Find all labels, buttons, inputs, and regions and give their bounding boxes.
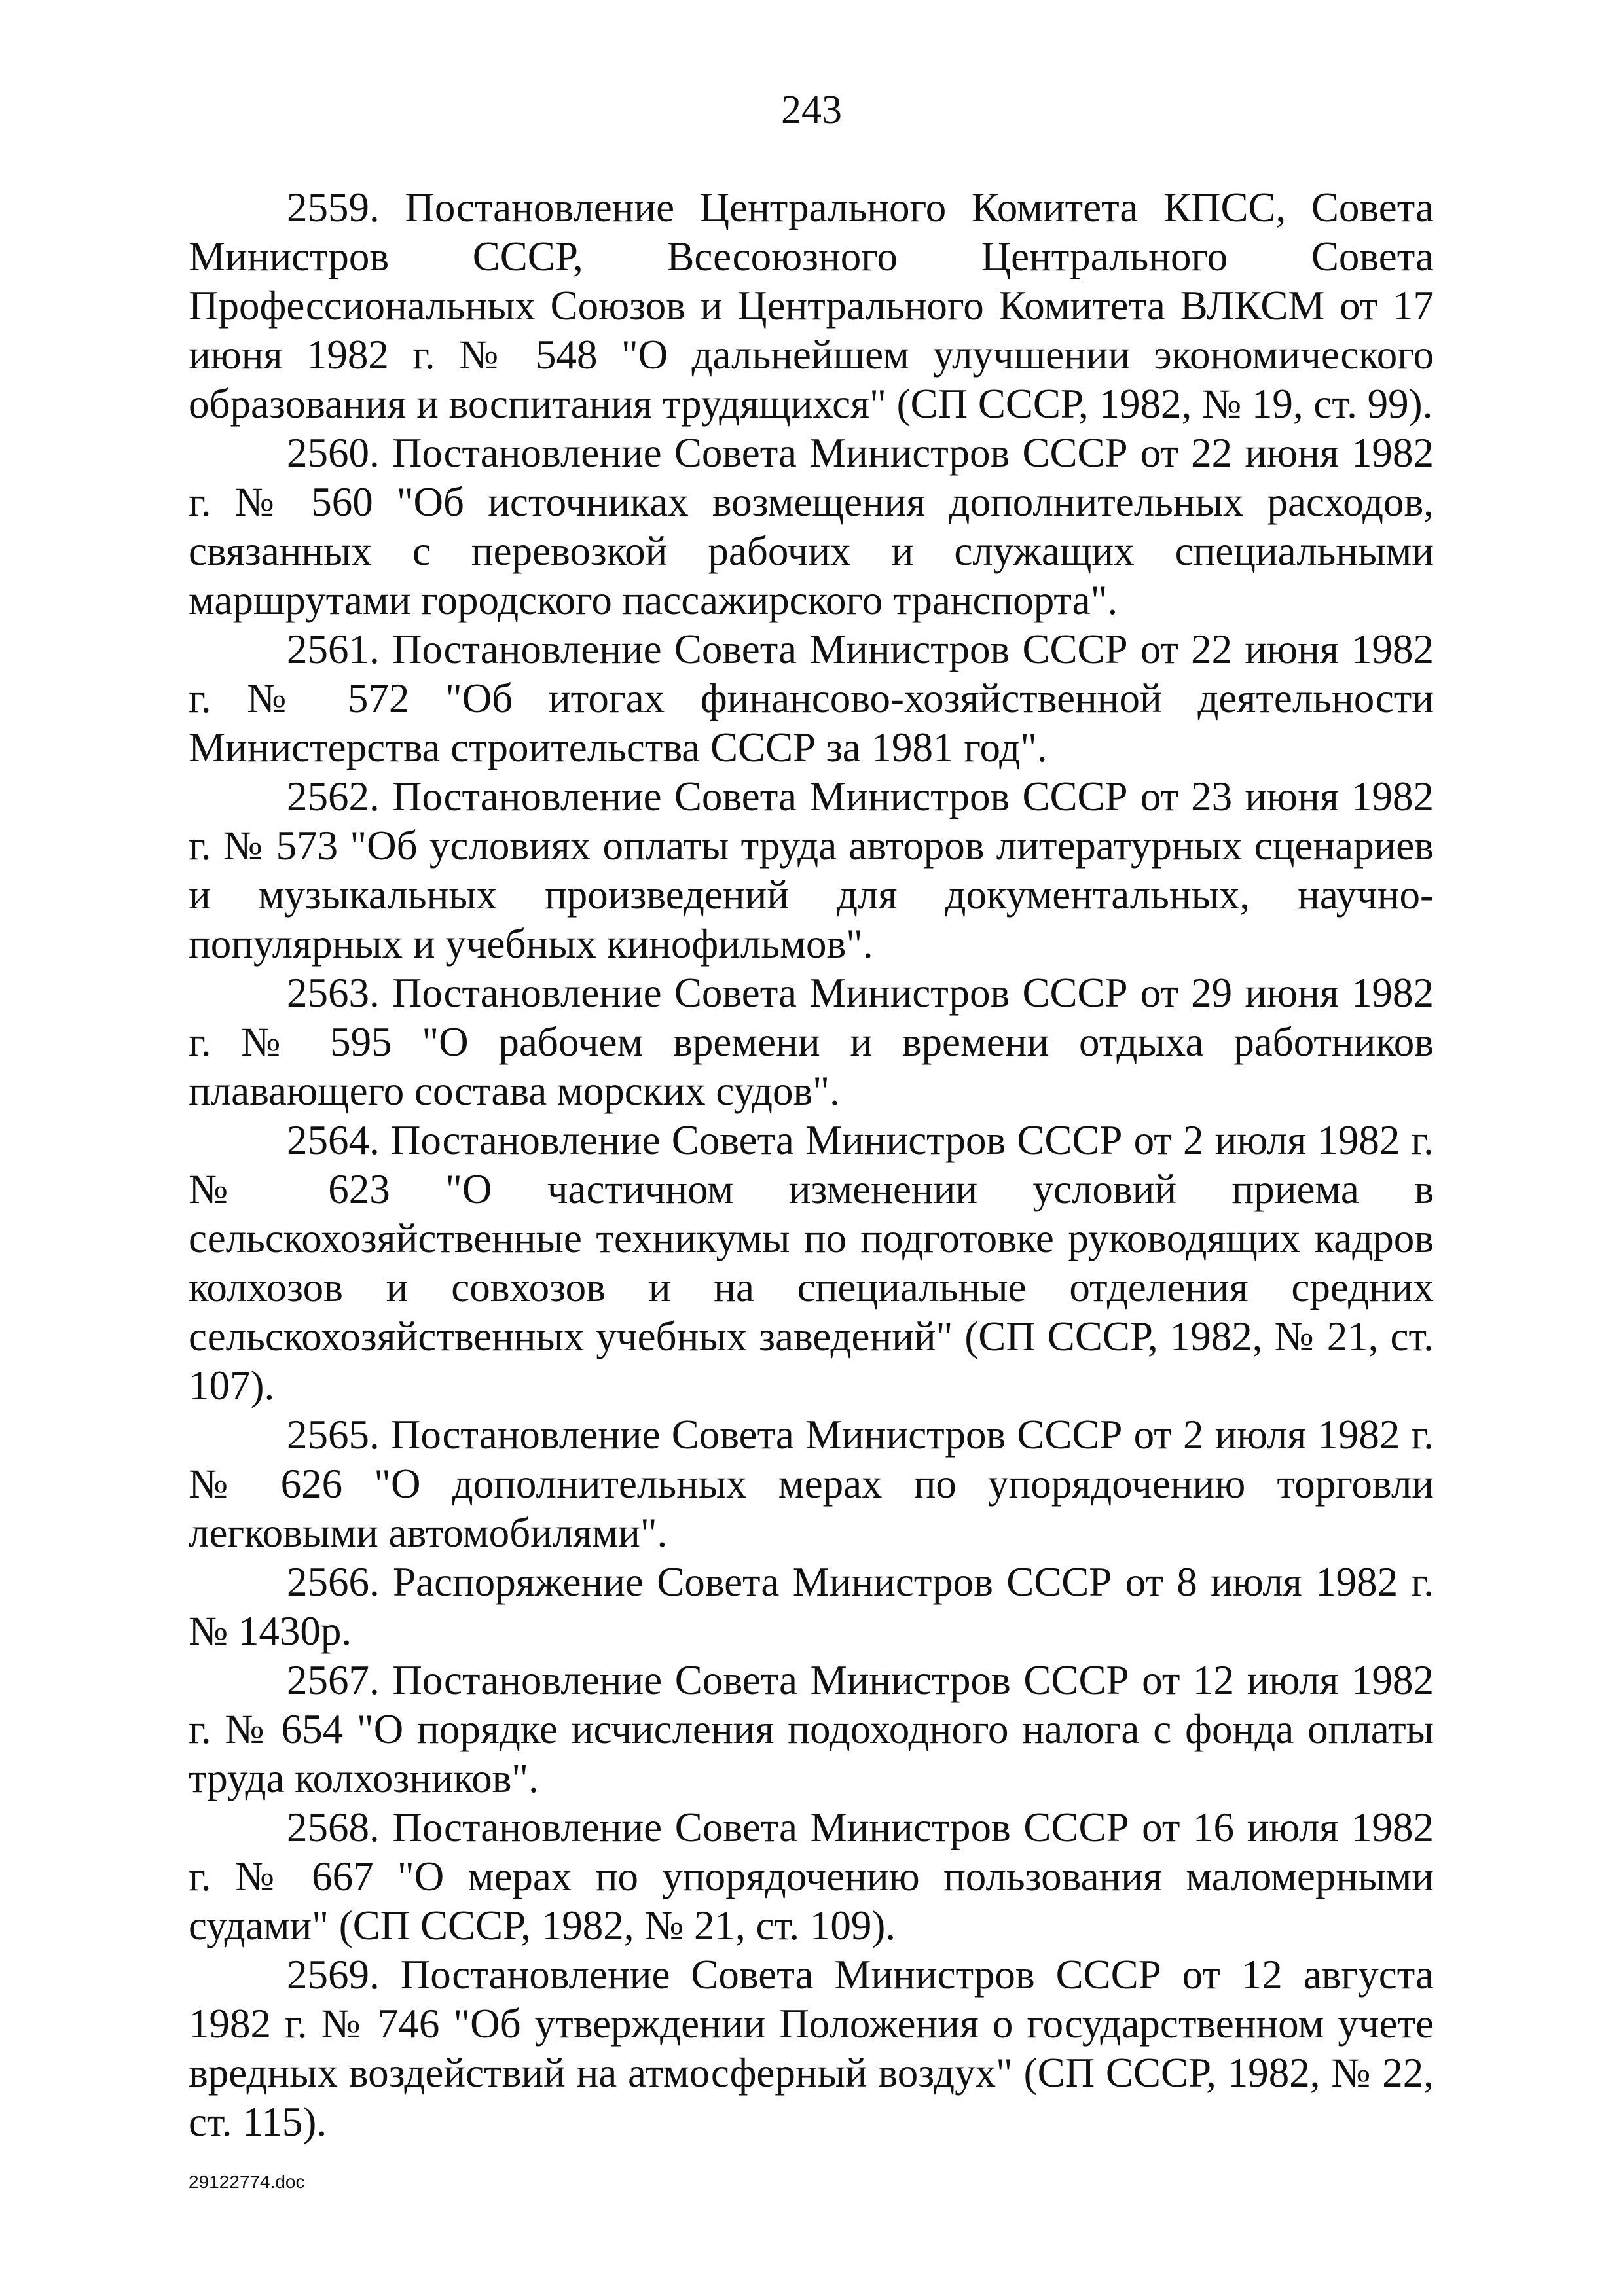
document-body [189, 183, 1434, 2147]
entry-2564: 2564. Постановление Совета Министров СССР от 2 июля 1982 г. № 623 "О частичном изменении условий приема в сельскохозяйственные техникумы по подготовке руководящих кадров колхозов и совхозов и на специальные отделения средних сельскохозяйственных учебных заведений" (СП СССР, 1982, № 21, ст. 107). [189, 1117, 1434, 1408]
footer-filename: 29122774.doc [189, 2172, 305, 2192]
entry-2569: 2569. Постановление Совета Министров СССР от 12 августа 1982 г. № 746 "Об утверждении Положения о государственном учете вредных воздействий на атмосферный воздух" (СП СССР, 1982, № 22, ст. 115). [189, 1952, 1434, 2145]
entry-2566: 2566. Распоряжение Совета Министров СССР от 8 июля 1982 г. № 1430р. [189, 1559, 1434, 1654]
entry-2568: 2568. Постановление Совета Министров СССР от 16 июля 1982 г. № 667 "О мерах по упорядочению пользования маломерными судами" (СП СССР, 1982, № 21, ст. 109). [189, 1804, 1434, 1948]
entry-2561: 2561. Постановление Совета Министров СССР от 22 июня 1982 г. № 572 "Об итогах финансово-хозяйственной деятельности Министерства строительства СССР за 1981 год". [189, 626, 1434, 770]
page-number: 243 [781, 88, 842, 132]
entry-2567: 2567. Постановление Совета Министров СССР от 12 июля 1982 г. № 654 "О порядке исчисления подоходного налога с фонда оплаты труда колхозников". [189, 1657, 1434, 1801]
entry-2559: 2559. Постановление Центрального Комитета КПСС, Совета Министров СССР, Всесоюзного Центрального Совета Профессиональных Союзов и Центрального Комитета ВЛКСМ от 17 июня 1982 г. № 548 "О дальнейшем улучшении экономического образования и воспитания трудящихся" (СП СССР, 1982, № 19, ст. 99). [189, 185, 1434, 427]
entry-2560: 2560. Постановление Совета Министров СССР от 22 июня 1982 г. № 560 "Об источниках возмещения дополнительных расходов, связанных с перевозкой рабочих и служащих специальными маршрутами городского пассажирского транспорта". [189, 430, 1434, 623]
entry-2565: 2565. Постановление Совета Министров СССР от 2 июля 1982 г. № 626 "О дополнительных мерах по упорядочению торговли легковыми автомобилями". [189, 1412, 1434, 1556]
entry-2563: 2563. Постановление Совета Министров СССР от 29 июня 1982 г. № 595 "О рабочем времени и времени отдыха работников плавающего состава морских судов". [189, 970, 1434, 1114]
entry-2562: 2562. Постановление Совета Министров СССР от 23 июня 1982 г. № 573 "Об условиях оплаты труда авторов литературных сценариев и музыкальных произведений для документальных, научно-популярных и учебных кинофильмов". [189, 774, 1434, 967]
